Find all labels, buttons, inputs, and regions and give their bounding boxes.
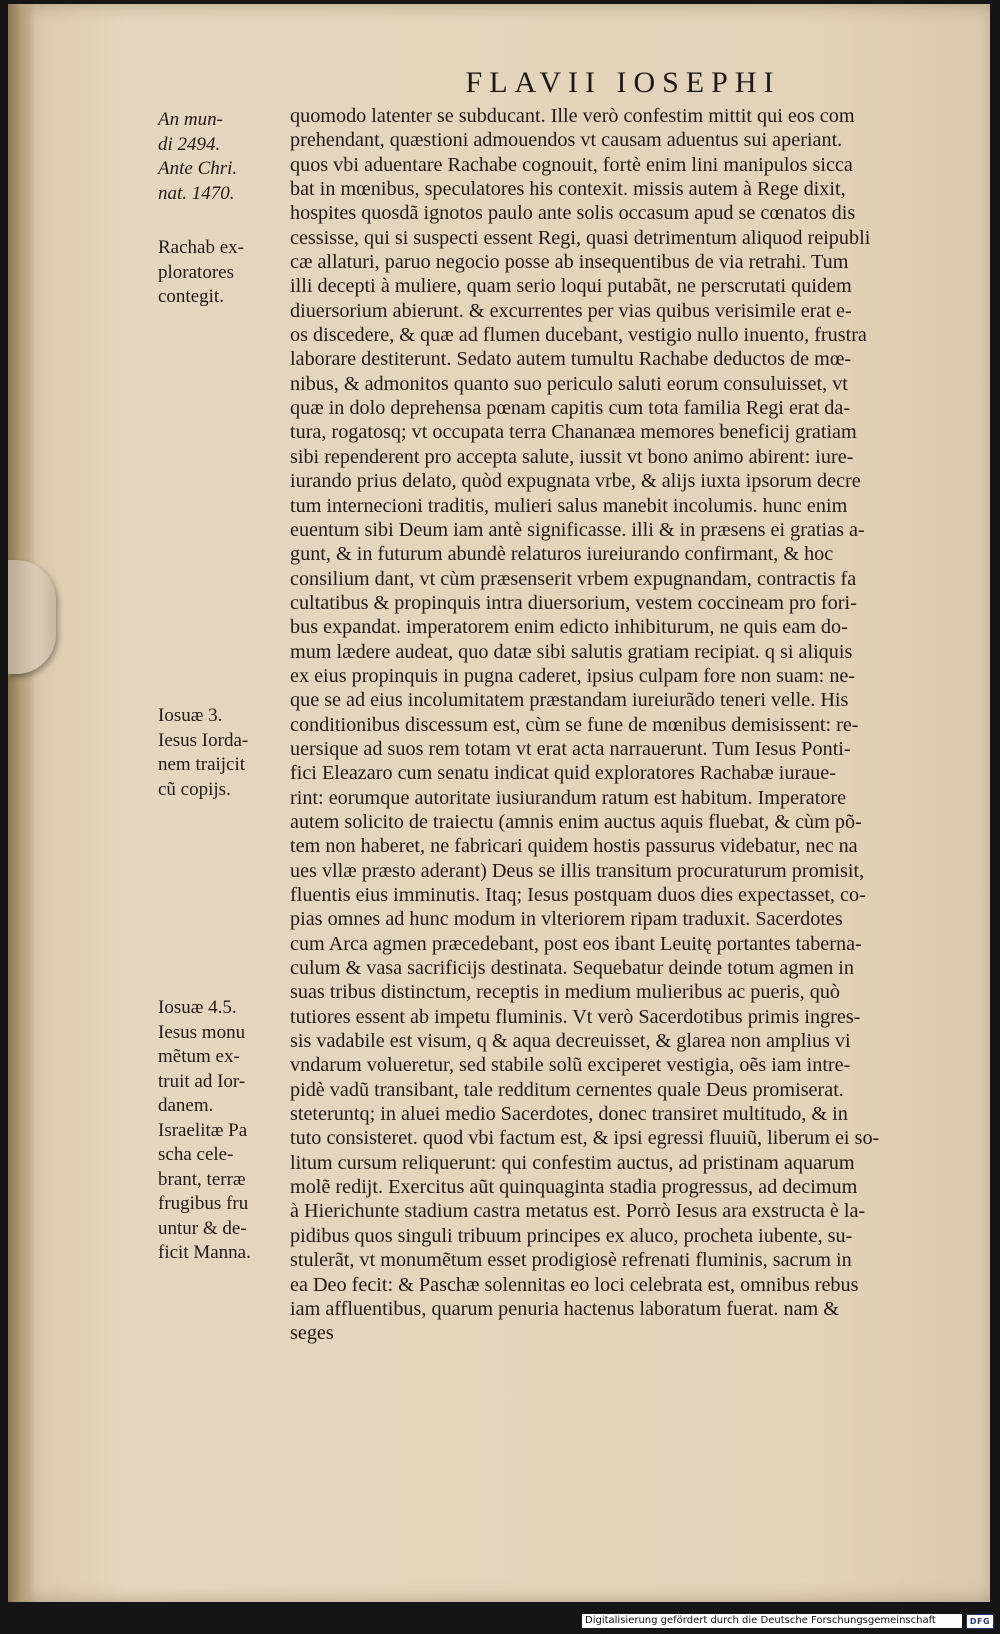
body-line: fici Eleazaro cum senatu indicat quid exploratores Rachabæ iuraue- [290, 762, 836, 785]
body-line: hospites quosdã ignotos paulo ante solis occasum apud se cœnatos dis [290, 202, 856, 225]
body-line: cultatibus & propinquis intra diuersorium, vestem coccineam pro fori- [290, 591, 857, 614]
body-line: prehendant, quæstioni admouendos vt causam aduentus sui aperiant. [290, 129, 843, 152]
body-line: conditionibus discessum est, cùm se fune de mœnibus demisissent: re- [290, 713, 859, 736]
body-line: tuto consisteret. quod vbi factum est, & ipsi egressi fluuiũ, liberum ei so- [290, 1127, 880, 1150]
body-line: cæ allaturi, paruo negocio posse ab insequentibus de via retrahi. Tum [290, 251, 849, 274]
body-line: à Hierichunte stadium castra metatus est. Porrò Iesus ara exstructa è la- [290, 1200, 866, 1223]
margin-note-line: Israelitæ Pa [158, 1119, 248, 1141]
margin-note-line: contegit. [158, 286, 224, 307]
margin-note-line: frugibus fru [158, 1193, 249, 1214]
margin-note-line: Iosuæ 4.5. [158, 997, 237, 1018]
margin-note-line: Ante Chri. [158, 158, 238, 179]
body-text [290, 104, 976, 1346]
body-line: quos vbi aduentare Rachabe cognouit, fortè enim lini manipulos sicca [290, 153, 853, 176]
body-line: iam affluentibus, quarum penuria hactenus laboratum fuerat. nam & [290, 1297, 839, 1320]
body-line: mum lædere audeat, quo datæ sibi salutis gratiam recipiat. q si aliquis [290, 640, 853, 663]
dfg-logo: DFG [966, 1614, 994, 1629]
body-line: sibi rependerent pro accepta salute, iussit vt bono animo abirent: iure- [290, 445, 854, 468]
body-line: tum internecioni traditis, mulieri salus manebit incolumis. hunc enim [290, 494, 848, 517]
body-line: que se ad eius incolumitatem præstandam iureiurãdo teneri velle. His [290, 689, 849, 712]
body-line: laborare destiterunt. Sedato autem tumultu Rachabe deductos de mœ- [290, 348, 852, 371]
bookmark-tab [8, 560, 56, 674]
margin-note-line: danem. [158, 1095, 214, 1116]
body-line: pidibus quos singuli tribuum principes ex aluco, procheta iubente, su- [290, 1224, 853, 1247]
body-line: ues vllæ præsto aderant) Deus se illis transitum procuraturum promisit, [290, 859, 865, 882]
margin-note-line: ploratores [158, 261, 234, 283]
margin-note-line: di 2494. [158, 133, 221, 155]
body-line: seges [290, 1322, 334, 1345]
body-line: vndarum volueretur, sed stabile solũ exciperet vestigia, oẽs iam intre- [290, 1054, 851, 1077]
body-line: quomodo latenter se subducant. Ille verò confestim mittit qui eos com [290, 105, 855, 127]
body-line: autem solicito de traiectu (amnis enim auctus aquis fluebat, & cùm põ- [290, 810, 862, 833]
body-line: consilium dant, vt cùm præsenserit vrbem expugnandam, contractis fa [290, 567, 857, 590]
margin-note-line: truit ad Ior- [158, 1070, 246, 1092]
body-line: iurando prius delato, quòd expugnata vrbe, & alijs iuxta ipsorum decre [290, 470, 861, 493]
body-line: tura, rogatosq; vt occupata terra Chananæa memores beneficij gratiam [290, 421, 857, 444]
body-line: rint: eorumque autoritate iusiurandum ratum est habitum. Imperatore [290, 786, 847, 809]
body-line: quæ in dolo deprehensa pœnam capitis cum tota familia Regi erat da- [290, 397, 851, 420]
margin-note-year [158, 108, 288, 206]
body-line: diuersorium abierunt. & excurrentes per vias quibus verisimile erat e- [290, 299, 852, 322]
body-line: cessisse, qui si suspecti essent Regi, quasi detrimentum aliquod reipubli [290, 226, 871, 249]
body-line: pias omnes ad hunc modum in vlteriorem ripam traduxit. Sacerdotes [290, 908, 843, 931]
funding-credit: Digitalisierung gefördert durch die Deutsche Forschungsgemeinschaft [585, 1615, 936, 1626]
book-page [8, 4, 990, 1602]
body-line: bus expandat. imperatorem enim edicto inhibiturum, ne quis eam do- [290, 616, 848, 639]
body-line: os discedere, & quæ ad flumen ducebant, vestigio nullo inuento, frustra [290, 324, 867, 347]
margin-note-line: An mun- [158, 109, 223, 130]
body-line: fluentis eius imminutis. Itaq; Iesus postquam duos dies expectasset, co- [290, 884, 866, 906]
body-line: litum cursum reliquerunt: qui confestim auctus, ad pristinam aquarum [290, 1151, 855, 1174]
body-line: ex eius propinquis in pugna caderet, ipsius culpam fore non suam: ne- [290, 664, 856, 687]
body-line: nibus, & admonitos quanto suo periculo saluti eorum consuluisset, vt [290, 372, 848, 395]
running-head: FLAVII IOSEPHI [465, 66, 781, 99]
margin-note-monument [158, 996, 288, 1266]
body-line: euentum sibi Deum iam antè significasse. illi & in præsens ei gratias a- [290, 518, 865, 541]
margin-note-line: nem traijcit [158, 754, 246, 775]
body-line: ea Deo fecit: & Paschæ solennitas eo loci celebrata est, omnibus rebus [290, 1273, 859, 1296]
body-line: pidè vadũ transibant, tale redditum cernentes quale Deus promiserat. [290, 1078, 844, 1101]
margin-note-line: untur & de- [158, 1217, 247, 1239]
margin-note-line: Rachab ex- [158, 237, 244, 258]
margin-note-line: brant, terræ [158, 1168, 246, 1190]
body-line: cum Arca agmen præcedebant, post eos ibant Leuitę portantes taberna- [290, 932, 862, 955]
margin-note-line: Iesus Iorda- [158, 729, 249, 751]
margin-note-line: nat. 1470. [158, 182, 235, 204]
body-line: bat in mœnibus, speculatores his contexit. missis autem à Rege dixit, [290, 178, 846, 201]
body-line: stulerãt, vt monumẽtum esset prodigiosè refrenati fluminis, sacrum in [290, 1249, 852, 1272]
body-line: suas tribus distinctum, receptis in medium mulieribus ac pueris, quò [290, 981, 841, 1004]
margin-note-line: Iesus monu [158, 1021, 246, 1043]
body-line: tem non haberet, ne fabricari quidem hostis passurus videbatur, nec na [290, 835, 858, 858]
body-line: culum & vasa sacrificijs destinata. Sequebatur deinde totum agmen in [290, 957, 854, 980]
margin-note-iordan [158, 704, 288, 802]
body-line: illi decepti à muliere, quam serio loqui putabãt, ne perscrutati quidem [290, 275, 852, 298]
margin-note-rachab [158, 236, 288, 310]
body-line: gunt, & in futurum abundè relaturos iureiurando confirmant, & hoc [290, 543, 834, 566]
margin-note-line: Iosuæ 3. [158, 705, 223, 726]
margin-note-line: cũ copijs. [158, 778, 231, 800]
body-line: tutiores essent ab impetu fluminis. Vt verò Sacerdotibus primis ingres- [290, 1005, 861, 1028]
body-line: molẽ redijt. Exercitus aũt quinquaginta stadia progressus, ad decimum [290, 1176, 858, 1199]
margin-note-line: ficit Manna. [158, 1242, 251, 1263]
body-line: sis vadabile est visum, q & aqua decreuisset, & glarea non amplius vi [290, 1030, 851, 1053]
body-line: steteruntq; in aluei medio Sacerdotes, donec transiret multitudo, & in [290, 1103, 848, 1126]
book-spine-shadow [8, 4, 36, 1602]
margin-note-line: mẽtum ex- [158, 1046, 240, 1067]
margin-note-line: scha cele- [158, 1144, 234, 1165]
body-line: uersique ad suos rem totam vt erat acta narrauerunt. Tum Iesus Ponti- [290, 737, 851, 760]
